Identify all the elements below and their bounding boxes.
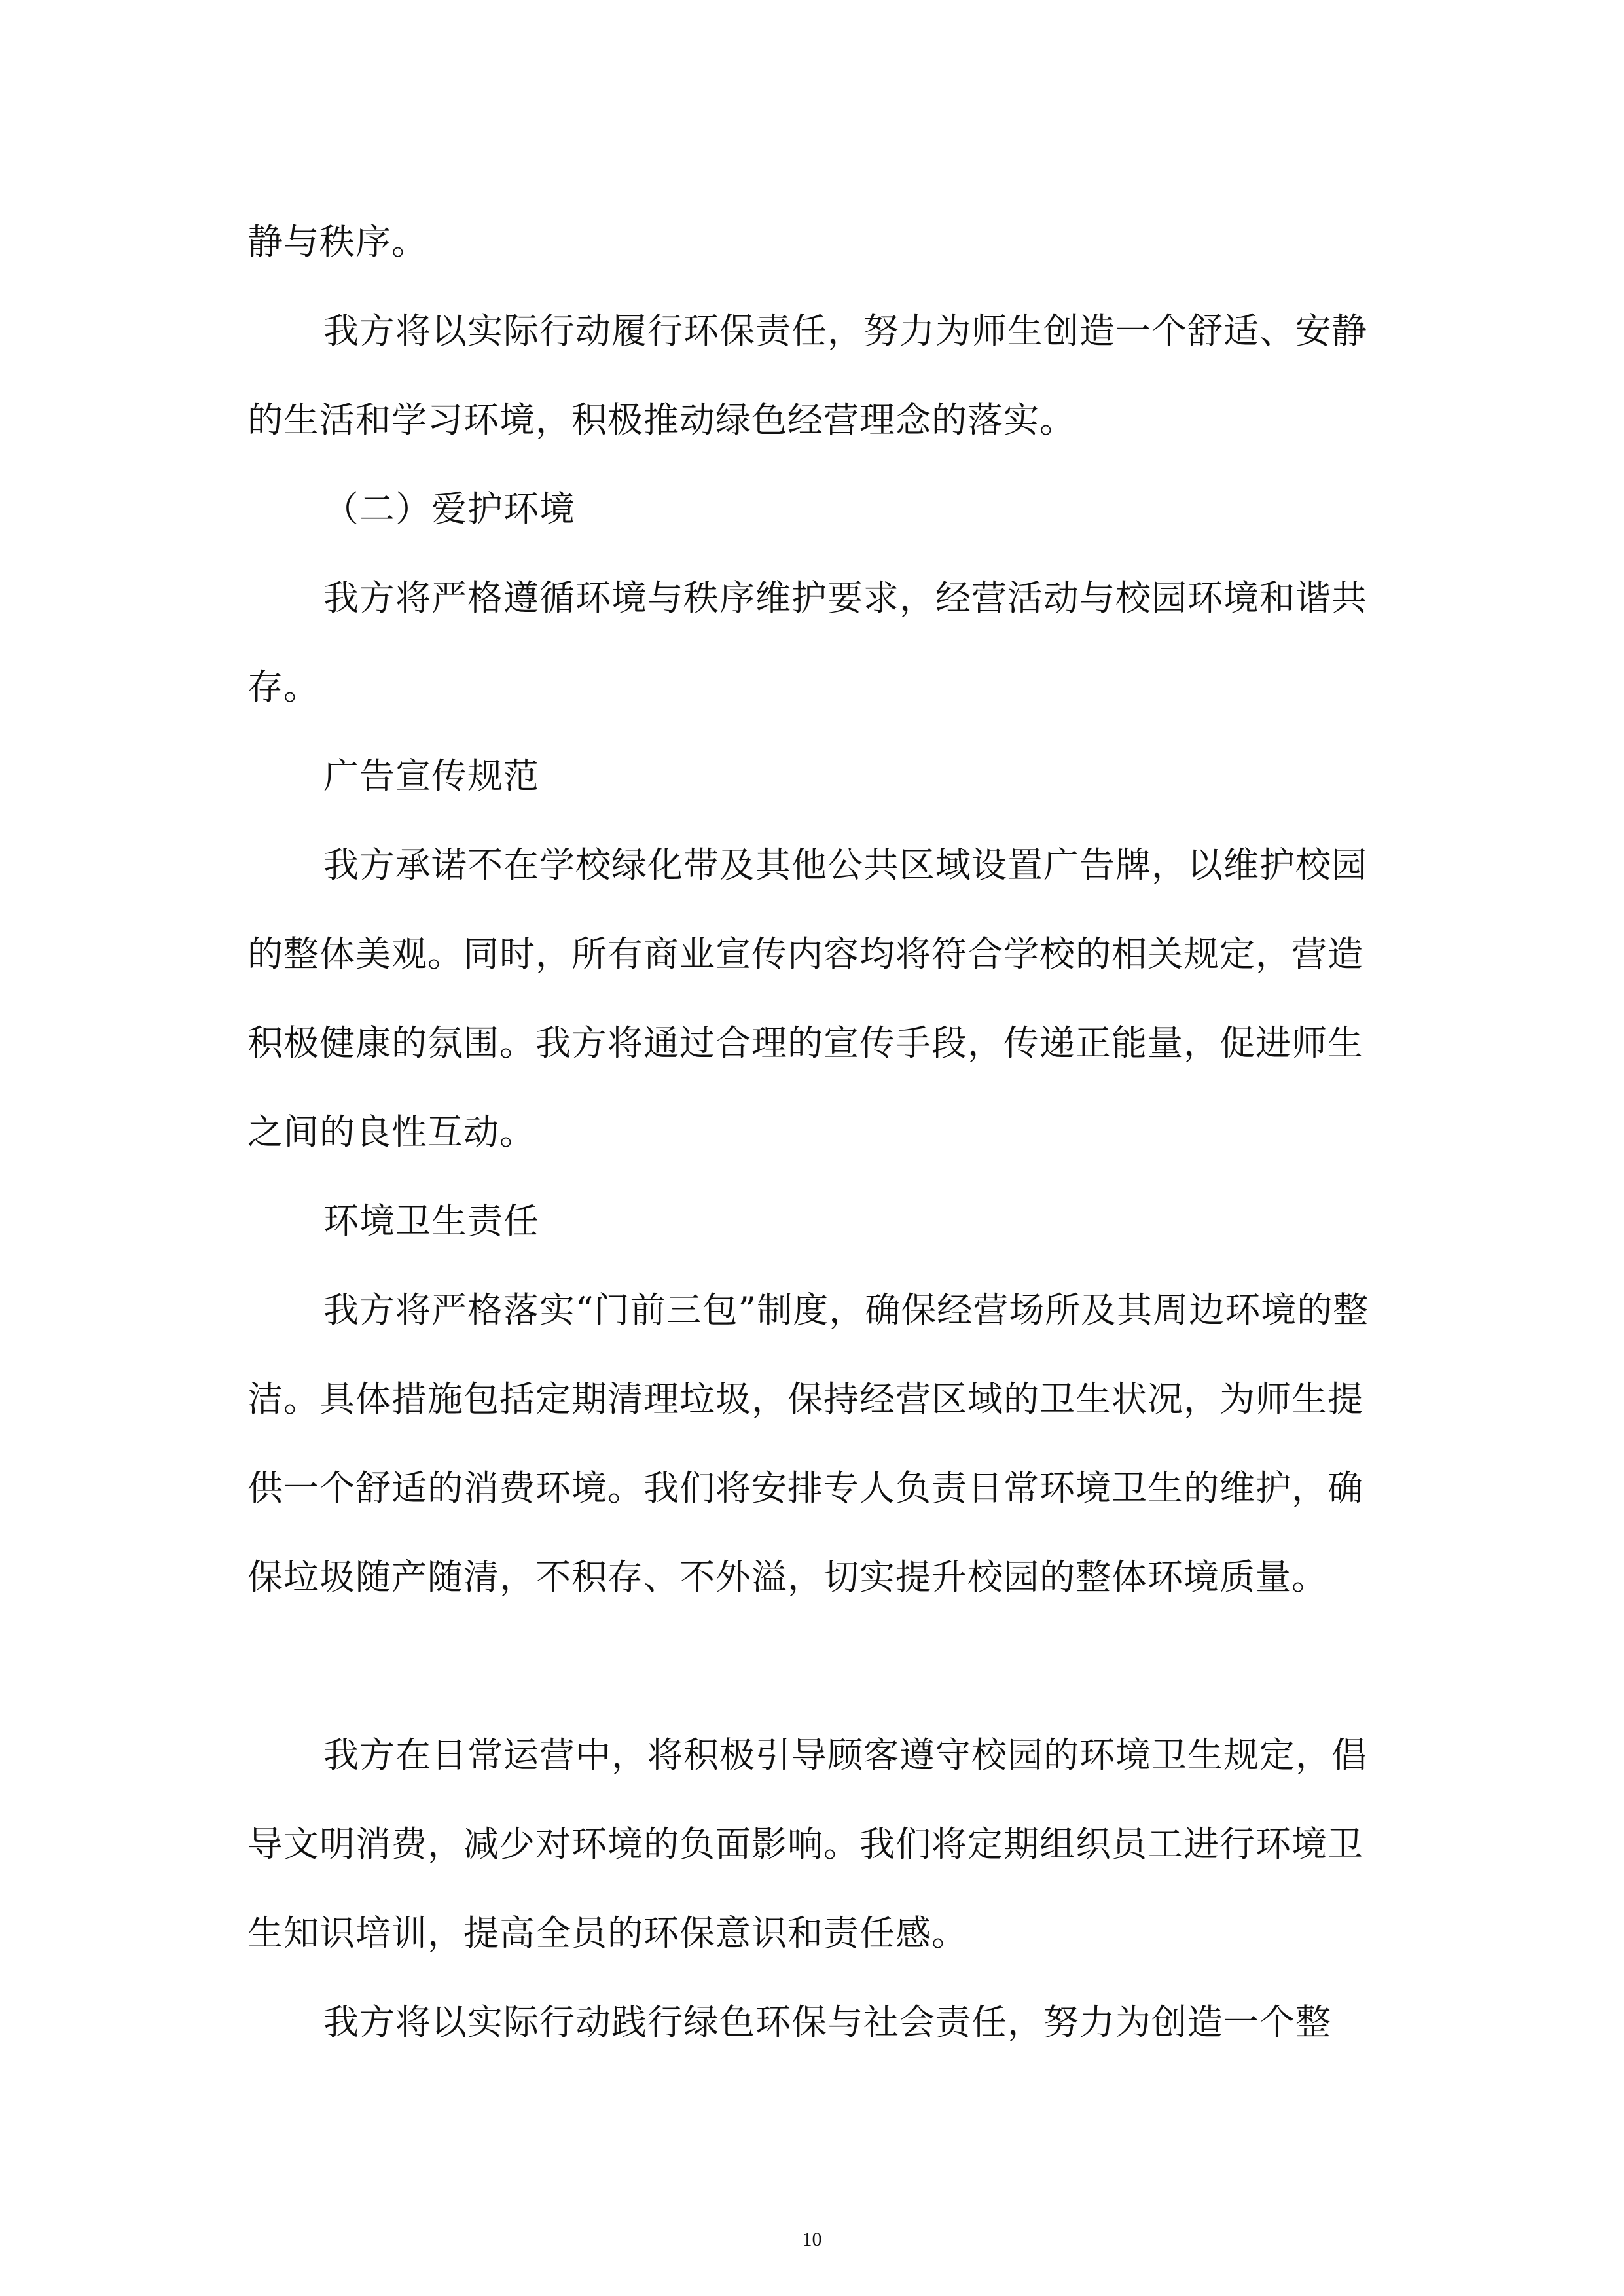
- section-title: （二）爱护环境: [323, 488, 575, 529]
- paragraph-environment-order: 我方将严格遵循环境与秩序维护要求，经营活动与校园环境和谐共存。: [247, 577, 1367, 708]
- paragraph-environment-responsibility: 我方将以实际行动履行环保责任，努力为师生创造一个舒适、安静的生活和学习环境，积极推动绿色经营理念的落实。: [247, 310, 1367, 440]
- paragraph-customer-guidance: 我方在日常运营中，将积极引导顾客遵守校园的环境卫生规定，倡导文明消费，减少对环境的负面影响。我们将定期组织员工进行环境卫生知识培训，提高全员的环保意识和责任感。: [247, 1734, 1367, 1954]
- continuation-text: 静与秩序。: [247, 221, 427, 262]
- page-number: 10: [802, 2229, 822, 2250]
- paragraph-sanitation: 我方将严格落实“门前三包”制度，确保经营场所及其周边环境的整洁。具体措施包括定期清理垃圾，保持经营区域的卫生状况，为师生提供一个舒适的消费环境。我们将安排专人负责日常环境卫生的维护，确保垃圾随产随清，不积存、不外溢，切实提升校园的整体环境质量。: [247, 1289, 1369, 1598]
- subheading-advertising: 广告宣传规范: [323, 755, 539, 797]
- paragraph-green-practice: 我方将以实际行动践行绿色环保与社会责任，努力为创造一个整: [323, 2001, 1331, 2043]
- subheading-sanitation: 环境卫生责任: [323, 1200, 539, 1242]
- paragraph-advertising: 我方承诺不在学校绿化带及其他公共区域设置广告牌，以维护校园的整体美观。同时，所有商业宣传内容均将符合学校的相关规定，营造积极健康的氛围。我方将通过合理的宣传手段，传递正能量，促进师生之间的良性互动。: [247, 844, 1367, 1153]
